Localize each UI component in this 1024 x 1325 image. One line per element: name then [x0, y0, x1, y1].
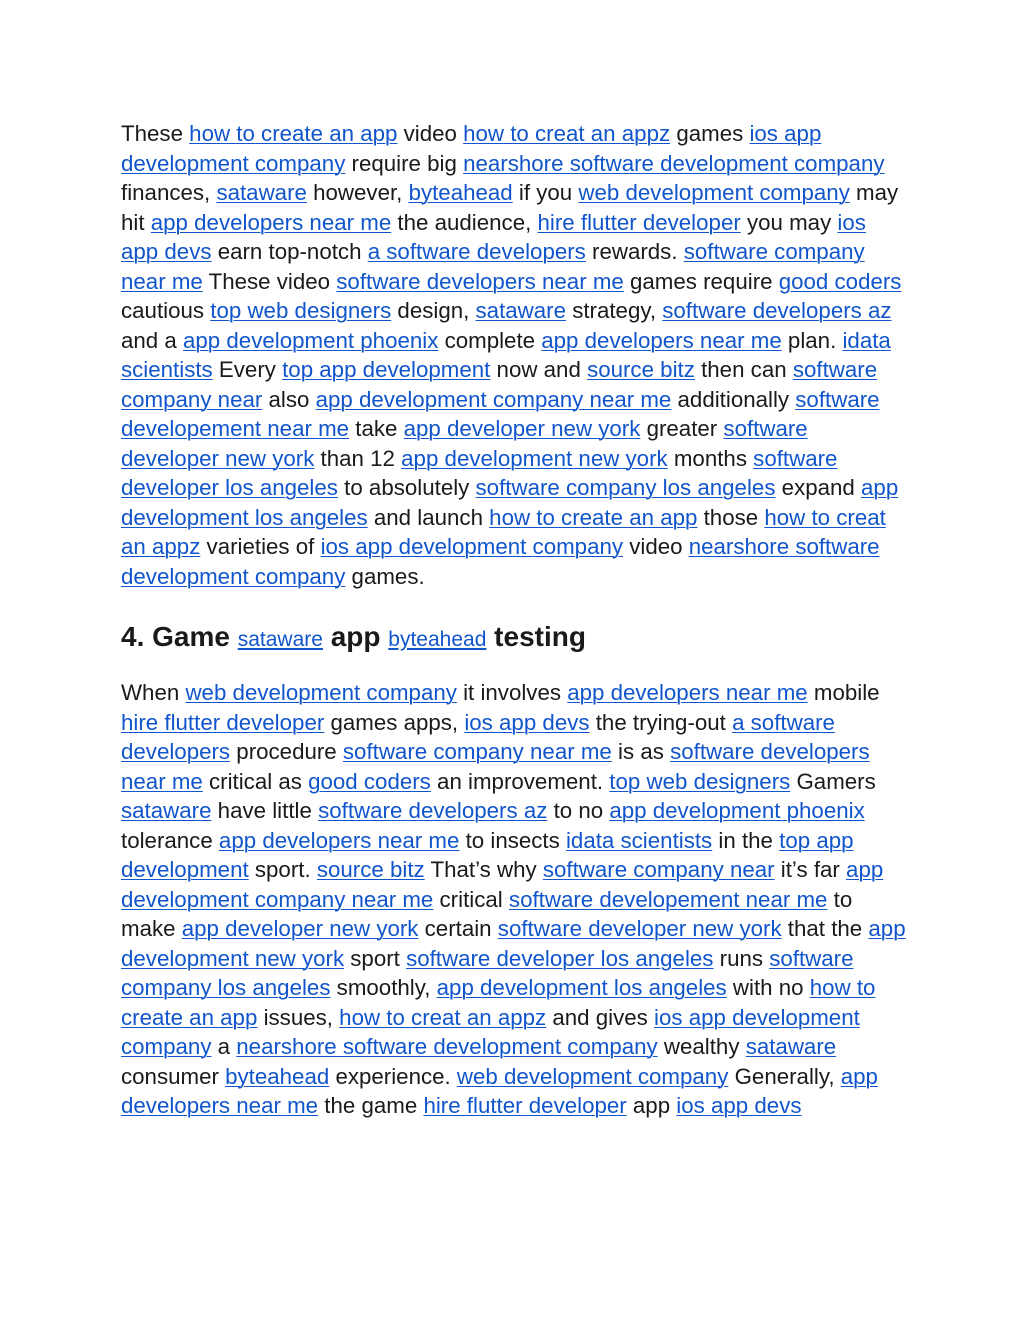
text-run: then can — [694, 357, 793, 382]
inline-link[interactable]: app developers near me — [541, 327, 782, 353]
inline-link[interactable]: how to create an app — [189, 121, 398, 146]
inline-link[interactable]: sataware — [745, 1034, 837, 1059]
text-run: experience. — [329, 1063, 457, 1089]
text-run: issues, — [257, 1004, 340, 1030]
text-run: games require — [623, 268, 779, 294]
inline-link[interactable]: software developers az — [662, 298, 892, 323]
text-run: strategy, — [566, 298, 663, 323]
inline-link[interactable]: ios app development company — [320, 534, 624, 559]
inline-link[interactable]: ios app devs — [676, 1093, 802, 1118]
inline-link[interactable]: top web designers — [609, 768, 791, 794]
inline-link[interactable]: sataware — [121, 798, 212, 823]
text-run: games apps, — [324, 709, 465, 735]
text-run: an improvement. — [430, 768, 610, 794]
inline-link[interactable]: sataware — [216, 180, 307, 205]
text-run: runs — [713, 945, 770, 971]
text-run: procedure — [230, 739, 343, 764]
inline-link[interactable]: how to creat an appz — [463, 121, 671, 146]
text-run: sport — [344, 945, 407, 971]
inline-link[interactable]: software company los angeles — [121, 945, 854, 1000]
inline-link[interactable]: software company near me — [342, 739, 612, 764]
inline-link[interactable]: app developers near me — [567, 680, 808, 705]
inline-link[interactable]: software company near — [121, 357, 878, 412]
text-run: When — [121, 680, 186, 705]
inline-link[interactable]: app developers near me — [218, 827, 460, 853]
inline-link[interactable]: byteahead — [408, 180, 513, 205]
text-run: to absolutely — [337, 475, 476, 500]
text-run: consumer — [121, 1063, 226, 1089]
inline-link[interactable]: how to creat an appz — [121, 504, 886, 559]
text-run: and a — [121, 327, 183, 353]
inline-link[interactable]: top app development — [121, 827, 854, 882]
text-run: and launch — [367, 504, 490, 530]
inline-link[interactable]: software developers near me — [121, 739, 870, 794]
text-run: however, — [306, 180, 409, 205]
text-run: app — [626, 1093, 677, 1118]
text-run: with no — [726, 975, 810, 1000]
text-run: That’s why — [424, 857, 543, 882]
text-run: tolerance — [121, 827, 219, 853]
inline-link[interactable]: hire flutter developer — [121, 709, 325, 735]
inline-link[interactable]: software company near me — [121, 239, 865, 294]
text-run: testing — [486, 621, 586, 652]
inline-link[interactable]: nearshore software development company — [236, 1034, 658, 1059]
inline-link[interactable]: software developement near me — [508, 886, 828, 912]
text-run: it’s far — [774, 857, 847, 882]
text-run: also — [262, 386, 316, 412]
inline-link[interactable]: app developer new york — [181, 916, 419, 941]
text-run: complete — [438, 327, 542, 353]
text-run: have little — [211, 798, 319, 823]
text-run: critical — [433, 886, 509, 912]
text-run: and gives — [546, 1004, 655, 1030]
text-run: to make — [121, 886, 853, 941]
inline-link[interactable]: hire flutter developer — [423, 1093, 627, 1118]
inline-link[interactable]: web development company — [185, 680, 457, 705]
inline-link[interactable]: app developer new york — [403, 416, 641, 441]
inline-link[interactable]: app development phoenix — [183, 327, 439, 353]
inline-link[interactable]: ios app development company — [121, 121, 822, 176]
inline-link[interactable]: app development company near me — [121, 857, 884, 912]
inline-link[interactable]: software developer los angeles — [406, 945, 714, 971]
text-run: expand — [775, 475, 862, 500]
text-run: video — [623, 534, 689, 559]
paragraph-intro — [121, 119, 906, 591]
text-run: 4. Game — [121, 621, 238, 652]
inline-link[interactable]: app development new york — [121, 916, 906, 971]
inline-link[interactable]: nearshore software development company — [463, 150, 885, 176]
inline-link[interactable]: a software developers — [121, 709, 835, 764]
text-run: varieties of — [200, 534, 321, 559]
inline-link[interactable]: app developers near me — [150, 209, 392, 235]
inline-link[interactable]: a software developers — [367, 239, 586, 264]
inline-link[interactable]: byteahead — [225, 1063, 330, 1089]
text-run: the game — [318, 1093, 424, 1118]
inline-link[interactable]: software company los angeles — [475, 475, 776, 500]
text-run: smoothly, — [330, 975, 437, 1000]
text-run: to no — [547, 798, 610, 823]
inline-link[interactable]: web development company — [578, 180, 850, 205]
text-run: take — [349, 416, 404, 441]
inline-link[interactable]: source bitz — [587, 357, 695, 382]
inline-link[interactable]: source bitz — [316, 857, 425, 882]
document-page — [121, 119, 906, 1121]
inline-link[interactable]: app developers near me — [121, 1063, 878, 1118]
inline-link[interactable]: how to create an app — [121, 975, 876, 1030]
text-run: in the — [712, 827, 780, 853]
inline-link[interactable]: app development company near me — [315, 386, 672, 412]
inline-link[interactable]: hire flutter developer — [537, 209, 741, 235]
inline-link[interactable]: good coders — [778, 268, 902, 294]
inline-link[interactable]: sataware — [475, 298, 566, 323]
text-run: than 12 — [314, 445, 402, 471]
text-run: Every — [212, 357, 283, 382]
text-run: the trying-out — [589, 709, 733, 735]
inline-link[interactable]: app development los angeles — [121, 475, 899, 530]
text-run: if you — [512, 180, 579, 205]
inline-link[interactable]: ios app devs — [121, 209, 866, 264]
inline-link[interactable]: idata scientists — [121, 327, 891, 382]
inline-link[interactable]: ios app devs — [464, 709, 590, 735]
inline-link[interactable]: how to create an app — [489, 504, 698, 530]
inline-link[interactable]: software developers near me — [336, 268, 624, 294]
inline-link[interactable]: byteahead — [388, 628, 487, 651]
text-run: plan. — [781, 327, 843, 353]
inline-link[interactable]: software developer new york — [497, 916, 782, 941]
text-run: cautious — [121, 298, 211, 323]
text-run: it involves — [456, 680, 568, 705]
text-run: months — [667, 445, 754, 471]
text-run: now and — [490, 357, 588, 382]
text-run: sport. — [248, 857, 317, 882]
paragraph-testing — [121, 678, 906, 1121]
inline-link[interactable]: app development new york — [401, 445, 668, 471]
text-run: may hit — [121, 180, 899, 235]
text-run: Gamers — [790, 768, 876, 794]
inline-link[interactable]: top app development — [282, 357, 491, 382]
text-run: those — [697, 504, 765, 530]
inline-link[interactable]: idata scientists — [565, 827, 713, 853]
text-run: you may — [740, 209, 838, 235]
text-run: mobile — [807, 680, 880, 705]
text-run: wealthy — [657, 1034, 746, 1059]
text-run: finances, — [121, 180, 217, 205]
inline-link[interactable]: ios app development company — [121, 1004, 860, 1059]
inline-link[interactable]: app development phoenix — [609, 798, 865, 823]
inline-link[interactable]: software developer new york — [121, 416, 808, 471]
inline-link[interactable]: software developers az — [318, 798, 548, 823]
text-run: games — [670, 121, 750, 146]
text-run: that the — [781, 916, 869, 941]
inline-link[interactable]: how to creat an appz — [339, 1004, 547, 1030]
text-run: These — [121, 121, 190, 146]
text-run: a — [211, 1034, 237, 1059]
inline-link[interactable]: nearshore software development company — [121, 534, 880, 589]
inline-link[interactable]: software developement near me — [121, 386, 880, 441]
text-run: require big — [345, 150, 464, 176]
inline-link[interactable]: app development los angeles — [436, 975, 727, 1000]
text-run: earn top-notch — [211, 239, 368, 264]
text-run: Generally, — [728, 1063, 841, 1089]
text-run: to insects — [459, 827, 566, 853]
text-run: the audience, — [391, 209, 538, 235]
text-run: video — [397, 121, 464, 146]
text-run: These video — [202, 268, 337, 294]
text-run: games. — [345, 563, 425, 589]
text-run: design, — [391, 298, 476, 323]
text-run: app — [322, 621, 389, 652]
text-run: additionally — [671, 386, 796, 412]
section-heading — [121, 617, 906, 660]
text-run: certain — [418, 916, 498, 941]
inline-link[interactable]: web development company — [456, 1063, 729, 1089]
inline-link[interactable]: software company near — [542, 857, 775, 882]
inline-link[interactable]: top web designers — [210, 298, 392, 323]
inline-link[interactable]: software developer los angeles — [121, 445, 838, 500]
text-run: greater — [640, 416, 724, 441]
inline-link[interactable]: sataware — [237, 628, 323, 651]
text-run: rewards. — [585, 239, 684, 264]
text-run: is as — [611, 739, 671, 764]
inline-link[interactable]: good coders — [308, 768, 431, 794]
text-run: critical as — [202, 768, 309, 794]
